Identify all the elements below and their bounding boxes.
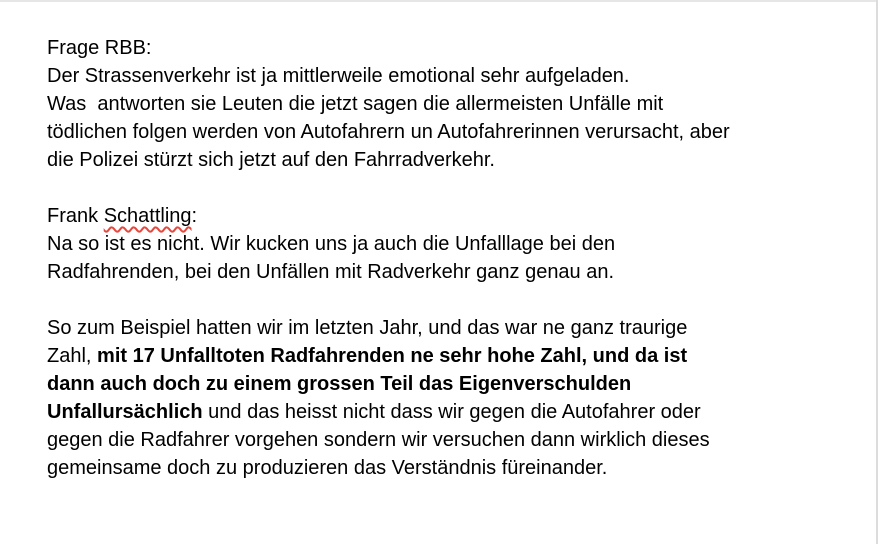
answer-speaker-first: Frank	[47, 205, 104, 227]
answer-speaker	[47, 202, 875, 230]
window-top-border	[0, 0, 878, 2]
question-line-3: tödlichen folgen werden von Autofahrern un Autofahrerinnen verursacht, aber	[47, 121, 730, 143]
answer-p2-line-4	[47, 398, 875, 426]
answer-p2-line-4-bold: Unfallursächlich	[47, 401, 203, 423]
answer-speaker-colon: :	[191, 205, 198, 227]
answer-speaker-last-misspelled[interactable]: Schattling	[103, 205, 192, 227]
question-line-4: die Polizei stürzt sich jetzt auf den Fahrradverkehr.	[47, 149, 495, 171]
document-body[interactable]	[47, 34, 875, 482]
paragraph-spacer	[47, 174, 875, 202]
answer-p2-line-3	[47, 370, 875, 398]
answer-p2-line-3-bold: dann auch doch zu einem grossen Teil das Eigenverschulden	[47, 373, 632, 395]
question-speaker: Frage RBB:	[47, 37, 152, 59]
answer-p2-line-2-plain: Zahl,	[47, 345, 98, 367]
answer-line-2: Radfahrenden, bei den Unfällen mit Radverkehr ganz genau an.	[47, 261, 615, 283]
answer-p2-line-6: gemeinsame doch zu produzieren das Verständnis füreinander.	[47, 457, 608, 479]
answer-p2-line-5: gegen die Radfahrer vorgehen sondern wir versuchen dann wirklich dieses	[47, 429, 710, 451]
question-line-1: Der Strassenverkehr ist ja mittlerweile emotional sehr aufgeladen.	[47, 65, 630, 87]
answer-p2-line-2-bold: mit 17 Unfalltoten Radfahrenden ne sehr hohe Zahl, und da ist	[97, 345, 688, 367]
answer-p2-line-4-plain: und das heisst nicht dass wir gegen die Autofahrer oder	[202, 401, 701, 423]
paragraph-spacer	[47, 286, 875, 314]
answer-p2-line-1: So zum Beispiel hatten wir im letzten Jahr, und das war ne ganz traurige	[47, 317, 688, 339]
answer-line-1: Na so ist es nicht. Wir kucken uns ja auch die Unfalllage bei den	[47, 233, 616, 255]
answer-p2-line-2	[47, 342, 875, 370]
question-line-2: Was antworten sie Leuten die jetzt sagen die allermeisten Unfälle mit	[47, 93, 664, 115]
